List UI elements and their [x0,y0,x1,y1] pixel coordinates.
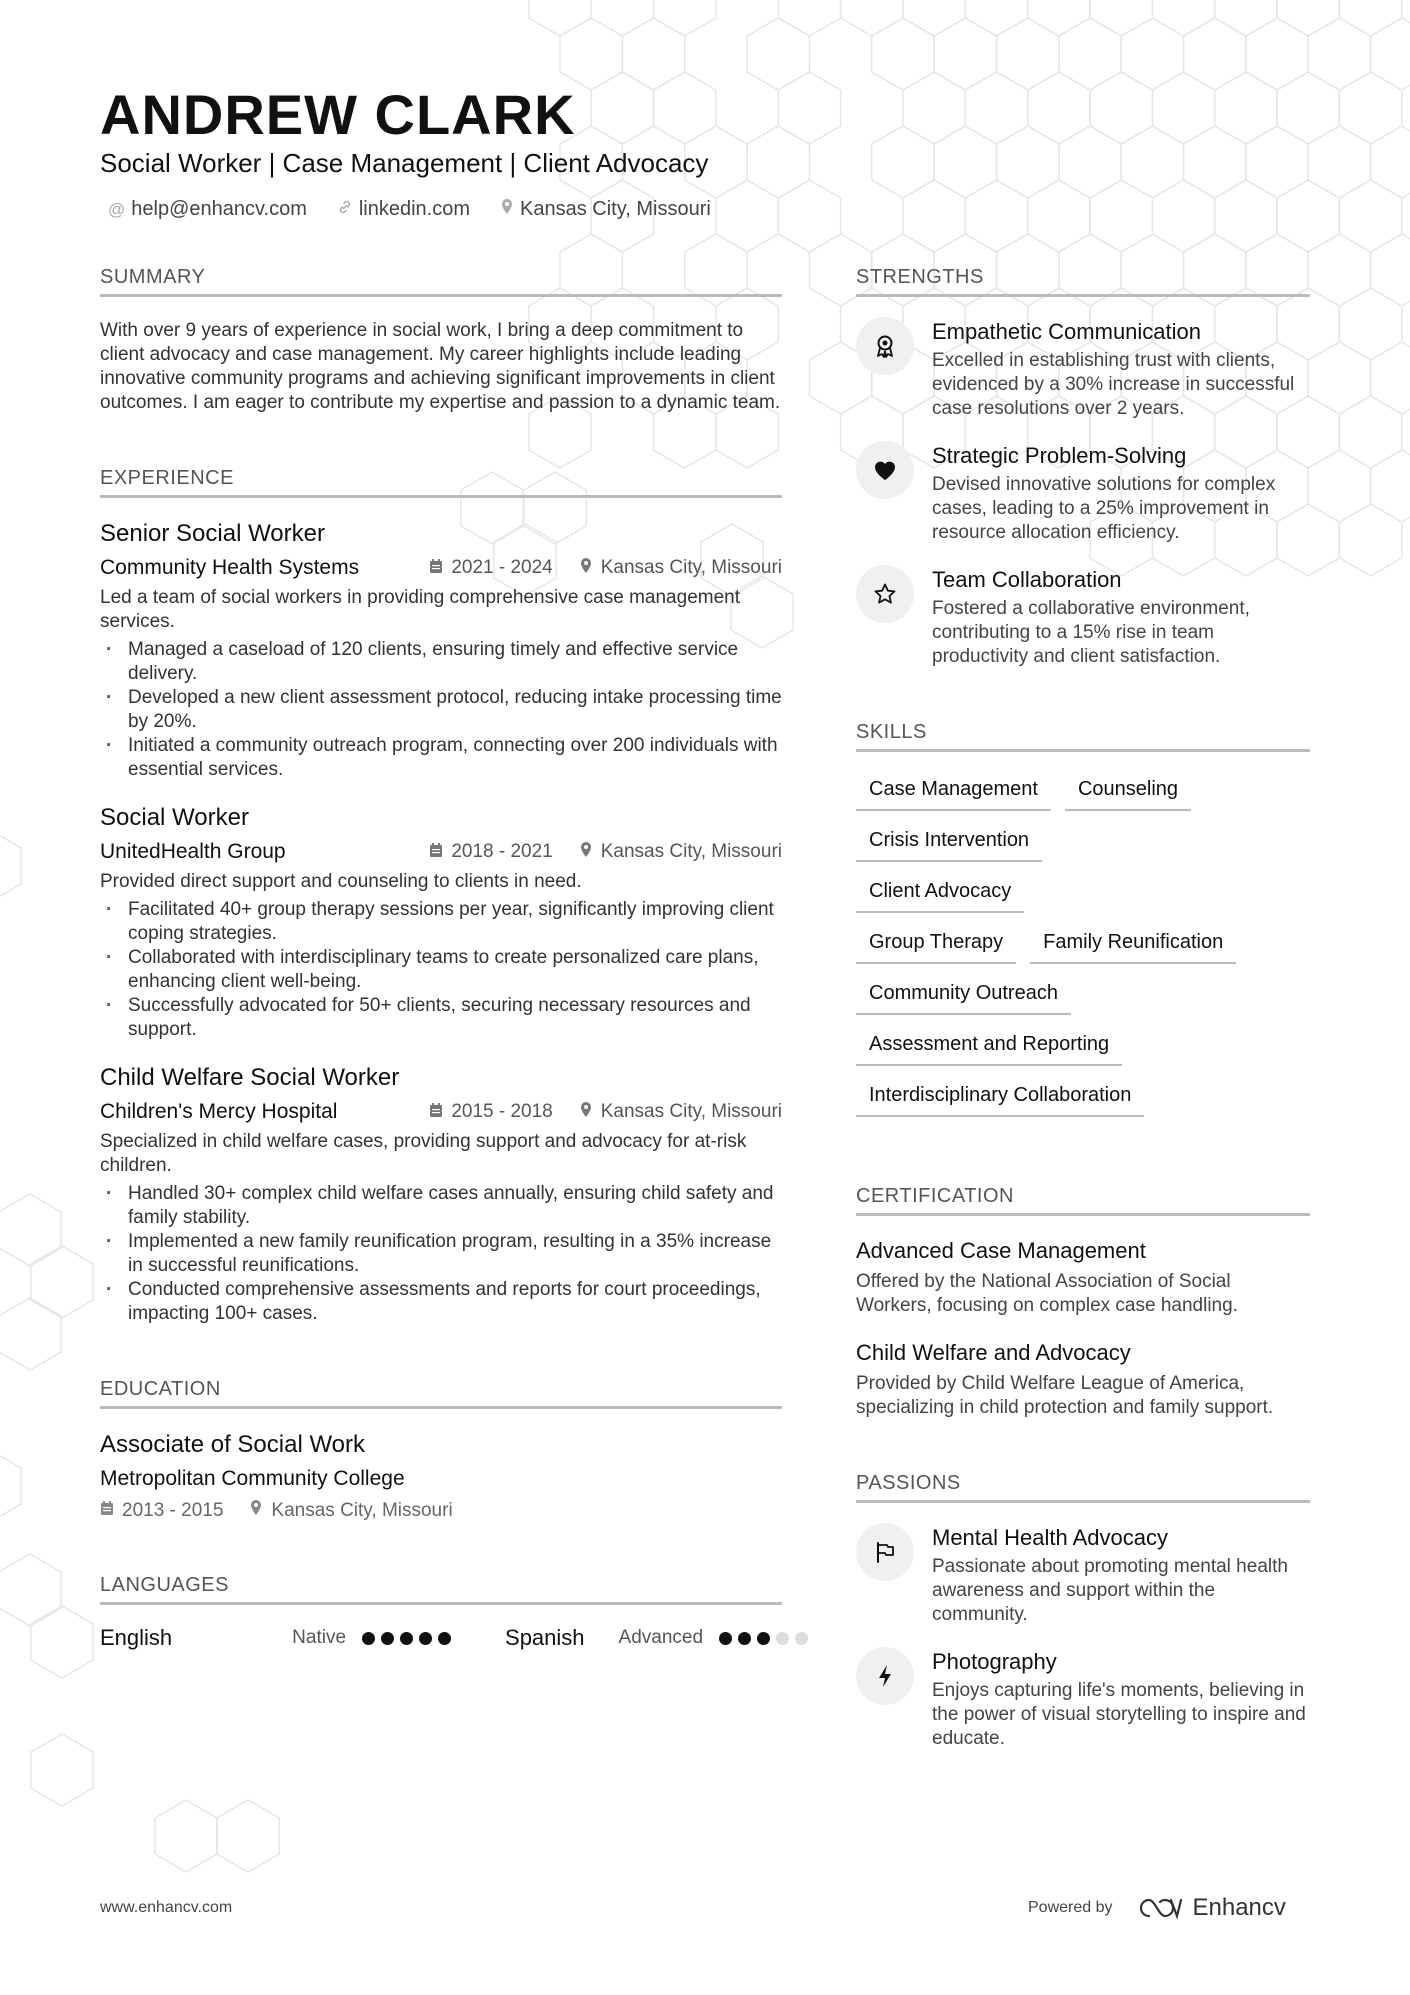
certification-title: Advanced Case Management [856,1238,1146,1263]
job-description: Specialized in child welfare cases, providing support and advocacy for at-risk children. [100,1131,747,1176]
experience-list [100,520,782,1326]
star-icon [856,565,914,623]
job-bullets [100,638,782,782]
job-description: Provided direct support and counseling to clients in need. [100,871,582,892]
job-entry [100,520,782,782]
powered-by-label: Powered by [1028,1899,1113,1916]
passion-item [856,1647,1310,1751]
job-company: UnitedHealth Group [100,840,286,863]
strengths-heading: STRENGTHS [856,266,1310,297]
calendar-icon [100,1500,114,1521]
job-location-text: Kansas City, Missouri [600,1101,782,1122]
flag-icon [856,1523,914,1581]
job-bullet: · Facilitated 40+ group therapy sessions per year, significantly improving client coping strategies. [100,898,782,946]
job-location [579,841,782,864]
link-icon [337,199,353,220]
summary-heading: SUMMARY [100,266,782,297]
job-location-text: Kansas City, Missouri [600,841,782,862]
skill-tag: Assessment and Reporting [856,1019,1122,1066]
language-rating [362,1632,451,1645]
job-title: Child Welfare Social Worker [100,1064,400,1091]
strength-description: Fostered a collaborative environment, contributing to a 15% rise in team productivity and client satisfaction. [932,598,1250,667]
job-location [579,1101,782,1124]
job-bullet: · Initiated a community outreach program, connecting over 200 individuals with essential services. [100,734,782,782]
job-meta-line [100,1100,782,1124]
brand-name: Enhancv [1192,1894,1286,1921]
education-meta [100,1499,782,1522]
strength-text [932,441,1310,545]
job-entry [100,1064,782,1326]
job-bullet: · Collaborated with interdisciplinary teams to create personalized care plans, enhancing client well-being. [100,946,782,994]
pin-icon [579,557,593,580]
left-column [100,266,782,1651]
pin-icon [579,841,593,864]
education-heading: EDUCATION [100,1378,782,1409]
calendar-icon [429,842,443,863]
job-bullets [100,1182,782,1326]
job-meta-line [100,556,782,580]
strength-title: Strategic Problem-Solving [932,443,1187,468]
strengths-list [856,317,1310,669]
strength-text [932,317,1310,421]
language-name: English [100,1625,173,1650]
location-text: Kansas City, Missouri [520,198,711,220]
education-dates-text: 2013 - 2015 [122,1499,224,1521]
strength-description: Devised innovative solutions for complex cases, leading to a 25% improvement in resource allocation efficiency. [932,474,1276,543]
job-bullet: · Implemented a new family reunification program, resulting in a 35% increase in successful reunifications. [100,1230,782,1278]
job-bullet: · Handled 30+ complex child welfare cases annually, ensuring child safety and family stability. [100,1182,782,1230]
job-company: Community Health Systems [100,556,360,579]
education-location-text: Kansas City, Missouri [271,1499,453,1521]
passion-title: Mental Health Advocacy [932,1525,1169,1550]
skill-tag: Crisis Intervention [856,815,1042,862]
passion-description: Passionate about promoting mental health awareness and support within the community. [932,1556,1288,1625]
candidate-name: ANDREW CLARK [100,83,576,146]
passion-description: Enjoys capturing life's moments, believing in the power of visual storytelling to inspire and educate. [932,1680,1306,1749]
strength-item [856,317,1310,421]
email-text: help@enhancv.com [131,198,307,220]
skill-tag: Client Advocacy [856,866,1024,913]
skill-tag: Interdisciplinary Collaboration [856,1070,1144,1117]
pin-icon [579,1101,593,1124]
contact-linkedin[interactable] [337,198,470,221]
job-dates-text: 2018 - 2021 [451,841,553,862]
contact-location [500,198,711,221]
job-dates [429,557,552,579]
certification-title: Child Welfare and Advocacy [856,1340,1131,1365]
education-degree: Associate of Social Work [100,1431,365,1458]
strength-title: Empathetic Communication [932,319,1202,344]
job-entry [100,804,782,1042]
education-school: Metropolitan Community College [100,1467,405,1490]
experience-heading: EXPERIENCE [100,467,782,498]
job-location-text: Kansas City, Missouri [600,557,782,578]
pin-icon [249,1499,263,1522]
at-icon: @ [108,199,126,219]
rating-dot [738,1632,751,1645]
enhancv-logo[interactable] [1137,1894,1286,1922]
certification-list [856,1238,1310,1420]
contact-bar [108,198,711,221]
job-bullet: · Developed a new client assessment protocol, reducing intake processing time by 20%. [100,686,782,734]
passion-text [932,1523,1310,1627]
language-level: Native [292,1627,347,1648]
rating-dot [438,1632,451,1645]
passions-heading: PASSIONS [856,1472,1310,1503]
rating-dot [719,1632,732,1645]
job-company: Children's Mercy Hospital [100,1100,338,1123]
calendar-icon [429,1102,443,1123]
rating-dot [795,1632,808,1645]
passion-item [856,1523,1310,1627]
rating-dot [362,1632,375,1645]
job-bullets [100,898,782,1042]
certification-heading: CERTIFICATION [856,1185,1310,1216]
job-meta-line [100,840,782,864]
language-name: Spanish [505,1625,585,1650]
summary-text: With over 9 years of experience in social work, I bring a deep commitment to client advocacy and case management. My career highlights include leading innovative community programs and achieving significant improvements in client outcomes. I am eager to contribute my expertise and passion to a dynamic team. [100,320,781,413]
skill-tag: Counseling [1065,764,1191,811]
education-dates [100,1499,223,1522]
enhancv-logo-icon [1137,1896,1183,1920]
strength-description: Excelled in establishing trust with clients, evidenced by a 30% increase in successful case resolutions over 2 years. [932,350,1295,419]
strength-text [932,565,1310,669]
heart-icon [856,441,914,499]
right-column [856,266,1310,1751]
strength-title: Team Collaboration [932,567,1122,592]
skills-heading: SKILLS [856,721,1310,752]
certification-item [856,1238,1310,1318]
job-title: Social Worker [100,804,249,831]
strength-item [856,441,1310,545]
job-description: Led a team of social workers in providing comprehensive case management services. [100,587,740,632]
rating-dot [757,1632,770,1645]
language-level: Advanced [618,1627,704,1648]
skills-list [856,764,1310,1121]
strength-item [856,565,1310,669]
bolt-icon [856,1647,914,1705]
footer-brand-block [1028,1894,1286,1922]
job-bullet: · Managed a caseload of 120 clients, ensuring timely and effective service delivery. [100,638,782,686]
passions-list [856,1523,1310,1751]
skill-tag: Case Management [856,764,1051,811]
candidate-tagline: Social Worker | Case Management | Client Advocacy [100,148,709,178]
rating-dot [381,1632,394,1645]
languages-heading: LANGUAGES [100,1574,782,1605]
rating-dot [419,1632,432,1645]
award-icon [856,317,914,375]
certification-description: Offered by the National Association of Social Workers, focusing on complex case handling. [856,1271,1238,1316]
education-location [249,1499,452,1522]
job-dates-text: 2021 - 2024 [451,557,553,578]
job-dates [429,1101,552,1123]
skill-tag: Community Outreach [856,968,1071,1015]
job-bullet: · Conducted comprehensive assessments and reports for court proceedings, impacting 100+ cases. [100,1278,782,1326]
certification-description: Provided by Child Welfare League of America, specializing in child protection and family support. [856,1373,1274,1418]
pin-icon [500,198,514,221]
language-rating [719,1632,808,1645]
footer-website[interactable]: www.enhancv.com [100,1899,233,1916]
skill-tag: Group Therapy [856,917,1016,964]
linkedin-text: linkedin.com [358,198,471,220]
job-location [579,557,782,580]
job-dates [429,841,552,863]
languages-row [100,1625,782,1651]
job-bullet: · Successfully advocated for 50+ clients, securing necessary resources and support. [100,994,782,1042]
certification-item [856,1340,1310,1420]
job-dates-text: 2015 - 2018 [451,1101,553,1122]
passion-title: Photography [932,1649,1057,1674]
rating-dot [776,1632,789,1645]
job-title: Senior Social Worker [100,520,325,547]
contact-email[interactable] [108,198,307,221]
rating-dot [400,1632,413,1645]
passion-text [932,1647,1310,1751]
calendar-icon [429,558,443,579]
skill-tag: Family Reunification [1030,917,1236,964]
